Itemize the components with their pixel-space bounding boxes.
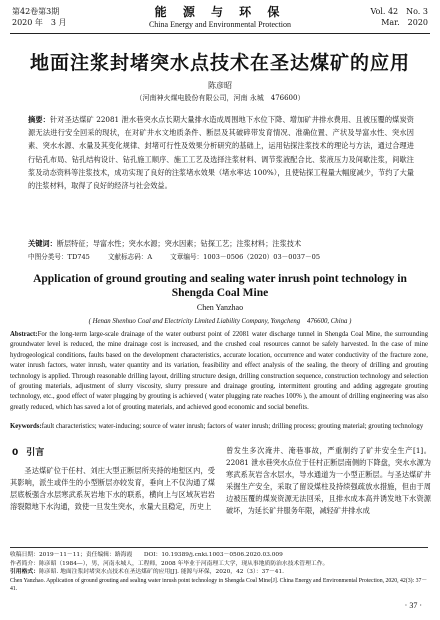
clc-number: 中图分类号：TD745 xyxy=(28,253,90,261)
citation-label: 引用格式： xyxy=(10,569,39,576)
citation-en-line: Chen Yanzhao. Application of ground grouting and sealing water inrush point technology in Shengda Coal Mine[J]. China Energy and Environmental Protection, 2020, 42(3): 37－41. xyxy=(10,577,428,593)
header-rule xyxy=(10,33,430,34)
document-code: 文献标志码：A xyxy=(107,253,153,261)
author-bio-line: 作者简介：陈彦昭（1984—），男，河南永城人，工程师，2008 年毕业于河南理工大学，现从事地质防治水技术管理工作。 xyxy=(10,560,329,567)
article-number: 文章编号：1003－0506（2020）03－0037－05 xyxy=(170,253,321,261)
date-en: Mar. 2020 xyxy=(381,18,428,27)
citation-zh: 陈彦昭. 地面注浆封堵突水点技术在圣达煤矿的应用[J]. 能源与环保，2020，42（3）：37－41. xyxy=(39,569,285,576)
journal-title-zh: 能 源 与 环 保 xyxy=(154,5,286,19)
abstract-text-zh: 针对圣达煤矿 22081 泄水巷突水点长期大量排水造成周围地下水位下降、增加矿井排水费用、且被压覆的煤炭资源无法进行安全回采的现状，在对矿井水文地质条件、断层及其破碎带发育情况、准确位置、产状及导富水性、突水因素、突水水源、水量及其变化规律、封堵可行性及效果分析研究的基础上，运用钻探注浆技术的理论与方法，通过合理进行钻孔布局、钻孔结构设计、钻孔施工顺序、施工工艺及选择注浆材料、调节浆液配合比、浆液压力及间歇注浆，间歇注浆及动态资料等注浆技术，成功实现了良好的注浆堵水效果（堵水率达 100%），且使钻探工程量大幅度减少，节约了大量的注浆材料，取得了良好的经济与社会效益。 xyxy=(28,115,414,191)
intro-paragraph-left: 圣达煤矿位于任村、刘庄大型正断层所夹持的地堑区内，受其影响，派生或伴生的小型断层亦较发育，垂向上不仅沟通了煤层底板强含水层寒武系灰岩地下水的联系，横向上与区域灰岩岩溶裂隙地下水沟通，致使一旦发生突水，水量大且稳定，历史上 xyxy=(10,466,215,511)
keywords-text-en: fault characteristics; water-inducing; source of water inrush; factors of water inrush; drilling process; grouting material; grouting technology xyxy=(41,423,424,430)
abstract-label-en: Abstract: xyxy=(10,331,38,338)
keywords-en xyxy=(10,422,428,432)
affiliation-zh: （河南神火煤电股份有限公司，河南 永城 476600） xyxy=(135,94,305,102)
volume-issue-en: Vol. 42 No. 3 xyxy=(370,7,428,16)
author-zh: 陈彦昭 xyxy=(208,81,232,90)
received-date-line: 收稿日期：2019－11－11；责任编辑：路海霞 DOI：10.19389/j.cnki.1003－0506.2020.03.009 xyxy=(10,552,283,558)
abstract-zh xyxy=(28,113,414,192)
issue-info-en xyxy=(370,6,428,28)
keywords-label-zh: 关键词： xyxy=(28,239,57,248)
intro-paragraph-right: 曾发生多次淹井、淹巷事故，严重制约了矿井安全生产[1]。22081 泄水巷突水点位于任村正断层南侧的下降盘，突水水源为寒武系灰岩含水层水，导水通道为一小型正断层。与圣达煤矿井采掘生产安全，采取了留设煤柱及持续强疏放水措施，但由于周边被压覆的煤炭资源无法回采，且排水成本高并诱发地下水资源破坏，为延长矿井服务年限，减轻矿井排水成 xyxy=(226,446,431,515)
citation-zh-line xyxy=(10,568,428,577)
footnotes xyxy=(10,547,428,594)
volume-issue-zh: 第42卷第3期 xyxy=(12,7,60,16)
affiliation-en: ( Henan Shenhuo Coal and Electricity Limited Liability Company, Yongcheng 476600, China ) xyxy=(88,318,352,325)
abstract-text-en: For the long-term large-scale drainage of the water outburst point of 22081 water discharge tunnel in Shengda Coal Mine, the surrounding groundwater level is reduced, the mine drainage cost is increased, and the crushed coal resources cannot be safely harvested. In the case of mine hydrogeological conditions, faults based on the development characteristics, accurate location, occurrence and water conductivity of the fracture zone, water inrush factors, water inrush, water quantity and its variation, feasibility and effect analysis of the sealing, the theory of drilling and grouting technology is applied. Through reasonable drilling layout, drilling structure design, drilling construction sequence, construction technology and selection of grouting materials, adjustment of slurry viscosity, slurry pressure and drainage grouting, intermittent grouting and adding aggregate grouting technology, etc., good effect of water plugging by grouting is achieved ( water plugging rate reaches 100% ), the amount of drilling engineering was also greatly reduced, which has saved a lot of grouting materials, and achieved good economic and social benefits. xyxy=(10,331,428,411)
abstract-label-zh: 摘要： xyxy=(28,115,50,124)
page-number: · 37 · xyxy=(404,601,422,610)
author-en: Chen Yanzhao xyxy=(196,303,244,312)
section-heading-intro xyxy=(12,447,215,459)
section-title: 引言 xyxy=(26,448,45,458)
keywords-text-zh: 断层特征；导富水性；突水水源；突水因素；钻探工艺；注浆材料；注浆技术 xyxy=(56,239,302,248)
article-title-zh: 地面注浆封堵突水点技术在圣达煤矿的应用 xyxy=(29,52,410,74)
body-column-right xyxy=(226,445,431,517)
body-column-left xyxy=(10,445,215,513)
keywords-label-en: Keywords: xyxy=(10,423,42,430)
abstract-en xyxy=(10,330,428,413)
article-title-en: Application of ground grouting and sealing water inrush point technology in Shengda Coal Mine xyxy=(33,273,407,299)
keywords-zh xyxy=(28,238,414,249)
masthead xyxy=(0,0,440,34)
classification-row xyxy=(28,252,414,262)
section-number: 0 xyxy=(12,448,19,458)
journal-title-en: China Energy and Environmental Protection xyxy=(148,20,292,29)
date-zh: 2020 年 3 月 xyxy=(12,18,67,27)
